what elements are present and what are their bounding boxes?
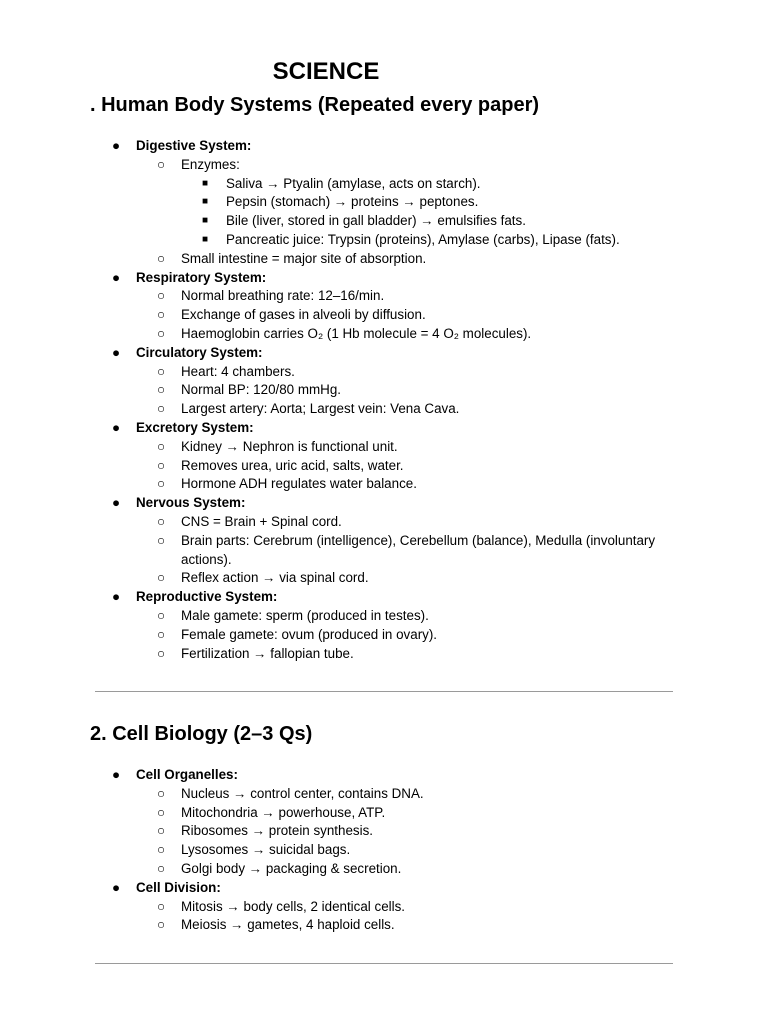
human-body-systems-list xyxy=(0,137,768,663)
sub-sub-item-text: Saliva → Ptyalin (amylase, acts on starch). xyxy=(226,175,481,191)
sub-item-text: Lysosomes → suicidal bags. xyxy=(181,842,351,858)
sub-item-text: Exchange of gases in alveoli by diffusion. xyxy=(181,307,426,323)
bullet-icon: ○ xyxy=(157,156,166,172)
list-item xyxy=(0,137,768,156)
bullet-icon: ○ xyxy=(157,645,166,661)
sub-item-text: Hormone ADH regulates water balance. xyxy=(181,476,417,492)
item-label: Cell Division: xyxy=(136,879,221,895)
sub-list-item xyxy=(0,645,681,664)
bullet-icon: ○ xyxy=(157,785,166,801)
section-heading-human-body-systems: . Human Body Systems (Repeated every paper) xyxy=(90,94,540,116)
sub-list-item xyxy=(0,457,681,476)
sub-list-item xyxy=(0,363,681,382)
bullet-icon: ○ xyxy=(157,917,166,933)
sub-list-item xyxy=(0,156,681,175)
sub-item-text: Normal BP: 120/80 mmHg. xyxy=(181,382,342,398)
sub-item-text: Removes urea, uric acid, salts, water. xyxy=(181,457,404,473)
sub-sub-list-item xyxy=(0,231,768,250)
sub-list-item xyxy=(0,325,681,344)
sub-list-item xyxy=(0,916,681,935)
bullet-icon: ○ xyxy=(157,532,166,548)
sub-item-text: Normal breathing rate: 12–16/min. xyxy=(181,288,385,304)
bullet-icon: ○ xyxy=(157,438,166,454)
bullet-icon: ○ xyxy=(157,513,166,529)
bullet-icon: ■ xyxy=(202,233,209,245)
sub-item-text: Female gamete: ovum (produced in ovary). xyxy=(181,626,438,642)
bullet-icon: ○ xyxy=(157,607,166,623)
sub-list-item xyxy=(0,569,681,588)
bullet-icon: ■ xyxy=(202,196,209,208)
sub-list-item xyxy=(0,513,681,532)
sub-item-text: Kidney → Nephron is functional unit. xyxy=(181,438,398,454)
bullet-icon: ● xyxy=(112,419,121,435)
bullet-icon: ● xyxy=(112,344,121,360)
sub-item-text: Ribosomes → protein synthesis. xyxy=(181,823,374,839)
list-item xyxy=(0,269,768,288)
sub-list-item xyxy=(0,804,681,823)
bullet-icon: ● xyxy=(112,138,121,153)
bullet-icon: ● xyxy=(112,269,121,285)
list-item xyxy=(0,494,768,513)
document-title: SCIENCE xyxy=(272,58,380,85)
sub-list-item xyxy=(0,287,681,306)
bullet-icon: ○ xyxy=(157,288,166,304)
cell-biology-list xyxy=(0,766,768,935)
sub-list-item xyxy=(0,250,681,269)
sub-item-text: Haemoglobin carries O₂ (1 Hb molecule = 4 O₂ molecules). xyxy=(181,325,532,341)
sub-list-item xyxy=(0,381,681,400)
item-label: Respiratory System: xyxy=(136,269,267,285)
sub-sub-list-item xyxy=(0,193,768,212)
list-item xyxy=(0,419,768,438)
bullet-icon: ○ xyxy=(157,476,166,492)
sub-item-text: Reflex action → via spinal cord. xyxy=(181,570,369,586)
sub-sub-item-text: Bile (liver, stored in gall bladder) → emulsifies fats. xyxy=(226,213,526,229)
sub-item-text: Mitochondria → powerhouse, ATP. xyxy=(181,804,386,820)
horizontal-rule xyxy=(95,963,673,964)
bullet-icon: ■ xyxy=(202,215,209,227)
sub-item-text: Small intestine = major site of absorption. xyxy=(181,250,427,266)
bullet-icon: ● xyxy=(112,589,121,605)
bullet-icon: ○ xyxy=(157,570,166,586)
sub-item-text: Meiosis → gametes, 4 haploid cells. xyxy=(181,917,395,933)
bullet-icon: ○ xyxy=(157,804,166,820)
sub-list-item xyxy=(0,822,681,841)
item-label: Excretory System: xyxy=(136,419,254,435)
sub-item-text: Nucleus → control center, contains DNA. xyxy=(181,785,424,801)
sub-item-text: Brain parts: Cerebrum (intelligence), Cerebellum (balance), Medulla (involuntary actions). xyxy=(181,532,656,567)
bullet-icon: ● xyxy=(112,495,121,511)
sub-list-item xyxy=(0,898,681,917)
bullet-icon: ○ xyxy=(157,823,166,839)
sub-list-item xyxy=(0,785,681,804)
list-item xyxy=(0,588,768,607)
bullet-icon: ○ xyxy=(157,842,166,858)
bullet-icon: ● xyxy=(112,767,121,782)
list-item xyxy=(0,879,768,898)
bullet-icon: ○ xyxy=(157,363,166,379)
item-label: Digestive System: xyxy=(136,138,252,153)
sub-sub-list-item xyxy=(0,175,768,194)
bullet-icon: ○ xyxy=(157,457,166,473)
item-label: Reproductive System: xyxy=(136,589,278,605)
horizontal-rule xyxy=(95,691,673,692)
sub-list-item xyxy=(0,841,681,860)
sub-list-item xyxy=(0,475,681,494)
sub-item-text: Golgi body → packaging & secretion. xyxy=(181,860,402,876)
bullet-icon: ○ xyxy=(157,898,166,914)
item-label: Circulatory System: xyxy=(136,344,263,360)
bullet-icon: ○ xyxy=(157,860,166,876)
bullet-icon: ○ xyxy=(157,250,166,266)
sub-list-item xyxy=(0,860,681,879)
list-item xyxy=(0,344,768,363)
list-item xyxy=(0,766,768,785)
bullet-icon: ○ xyxy=(157,401,166,417)
sub-list-item xyxy=(0,607,681,626)
sub-list-item xyxy=(0,532,681,570)
sub-sub-item-text: Pepsin (stomach) → proteins → peptones. xyxy=(226,194,479,210)
sub-list-item xyxy=(0,400,681,419)
sub-sub-item-text: Pancreatic juice: Trypsin (proteins), Amylase (carbs), Lipase (fats). xyxy=(226,231,620,247)
sub-item-text: Male gamete: sperm (produced in testes). xyxy=(181,607,429,623)
sub-list-item xyxy=(0,306,681,325)
bullet-icon: ○ xyxy=(157,626,166,642)
sub-item-text: Largest artery: Aorta; Largest vein: Vena Cava. xyxy=(181,401,460,417)
sub-item-text: CNS = Brain + Spinal cord. xyxy=(181,513,342,529)
section-heading-cell-biology: 2. Cell Biology (2–3 Qs) xyxy=(90,723,313,745)
sub-list-item xyxy=(0,438,681,457)
sub-item-text: Fertilization → fallopian tube. xyxy=(181,645,354,661)
bullet-icon: ○ xyxy=(157,307,166,323)
sub-item-text: Heart: 4 chambers. xyxy=(181,363,295,379)
bullet-icon: ○ xyxy=(157,325,166,341)
sub-item-text: Enzymes: xyxy=(181,156,240,172)
bullet-icon: ■ xyxy=(202,177,209,189)
item-label: Nervous System: xyxy=(136,495,246,511)
sub-item-text: Mitosis → body cells, 2 identical cells. xyxy=(181,898,406,914)
bullet-icon: ○ xyxy=(157,382,166,398)
item-label: Cell Organelles: xyxy=(136,767,238,782)
sub-list-item xyxy=(0,626,681,645)
sub-sub-list-item xyxy=(0,212,768,231)
bullet-icon: ● xyxy=(112,879,121,895)
